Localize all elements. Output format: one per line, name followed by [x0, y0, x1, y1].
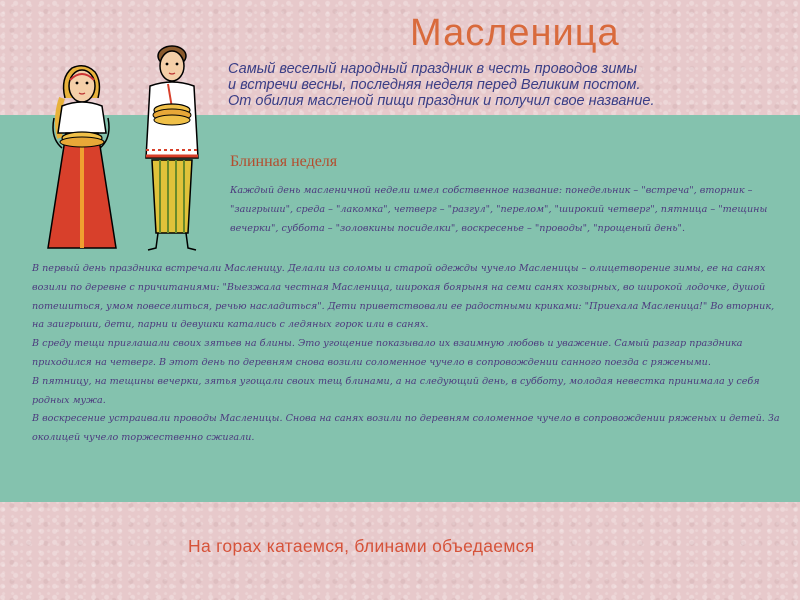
- folk-couple-illustration: [40, 38, 215, 258]
- intro-line: От обилия масленой пищи праздник и получил свое название.: [228, 93, 655, 109]
- paragraph: В первый день праздника встречали Масленицу. Делали из соломы и старой одежды чучело Масленицы – олицетворение зимы, ее на санях возили по деревне с причитаниями: "Выезжала честная Масленица, широкая боярыня на семи санях козырных, во широкой лодочке, душой потешиться, умом повеселиться, речью насладиться". Дети приветствовали ее радостными криками: "Приехала Масленица!" Во вторник, на заигрыши, дети, парни и девушки катались с ледяных горок или в санях.: [32, 263, 775, 331]
- intro-line: Самый веселый народный праздник в честь проводов зимы: [228, 61, 638, 77]
- paragraph: В пятницу, на тещины вечерки, зятья угощали своих тещ блинами, а на следующий день, в субботу, молодая невестка принимала у себя родных мужа.: [32, 375, 760, 406]
- days-paragraph: [230, 182, 780, 238]
- main-paragraphs: [32, 260, 780, 448]
- footer-slogan: На горах катаемся, блинами объедаемся: [188, 536, 535, 556]
- intro-text: [228, 61, 788, 109]
- girl-figure: [48, 66, 116, 248]
- section-heading: Блинная неделя: [230, 153, 338, 170]
- days-text: Каждый день масленичной недели имел собственное название: понедельник – "встреча", вторник – "заигрыши", среда – "лакомка", четверг – "разгул", "перелом", "широкий четверг", пятница – "тещины вечерки", суббота – "золовкины посиделки", воскресенье – "проводы", "прощеный день".: [230, 185, 768, 234]
- paragraph: В воскресение устраивали проводы Масленицы. Снова на санях возили по деревням соломенное чучело в сопровождении ряженых и детей. За околицей чучело торжественно сжигали.: [32, 413, 780, 444]
- paragraph: В среду тещи приглашали своих зятьев на блины. Это угощение показывало их взаимную любовь и уважение. Самый разгар праздника приходился на четверг. В этот день по деревням снова возили соломенное чучело в сопровождении санного поезда с ряжеными.: [32, 338, 743, 368]
- intro-line: и встречи весны, последняя неделя перед Великим постом.: [228, 77, 641, 93]
- page-title: Масленица: [410, 12, 620, 54]
- boy-figure: [146, 46, 198, 250]
